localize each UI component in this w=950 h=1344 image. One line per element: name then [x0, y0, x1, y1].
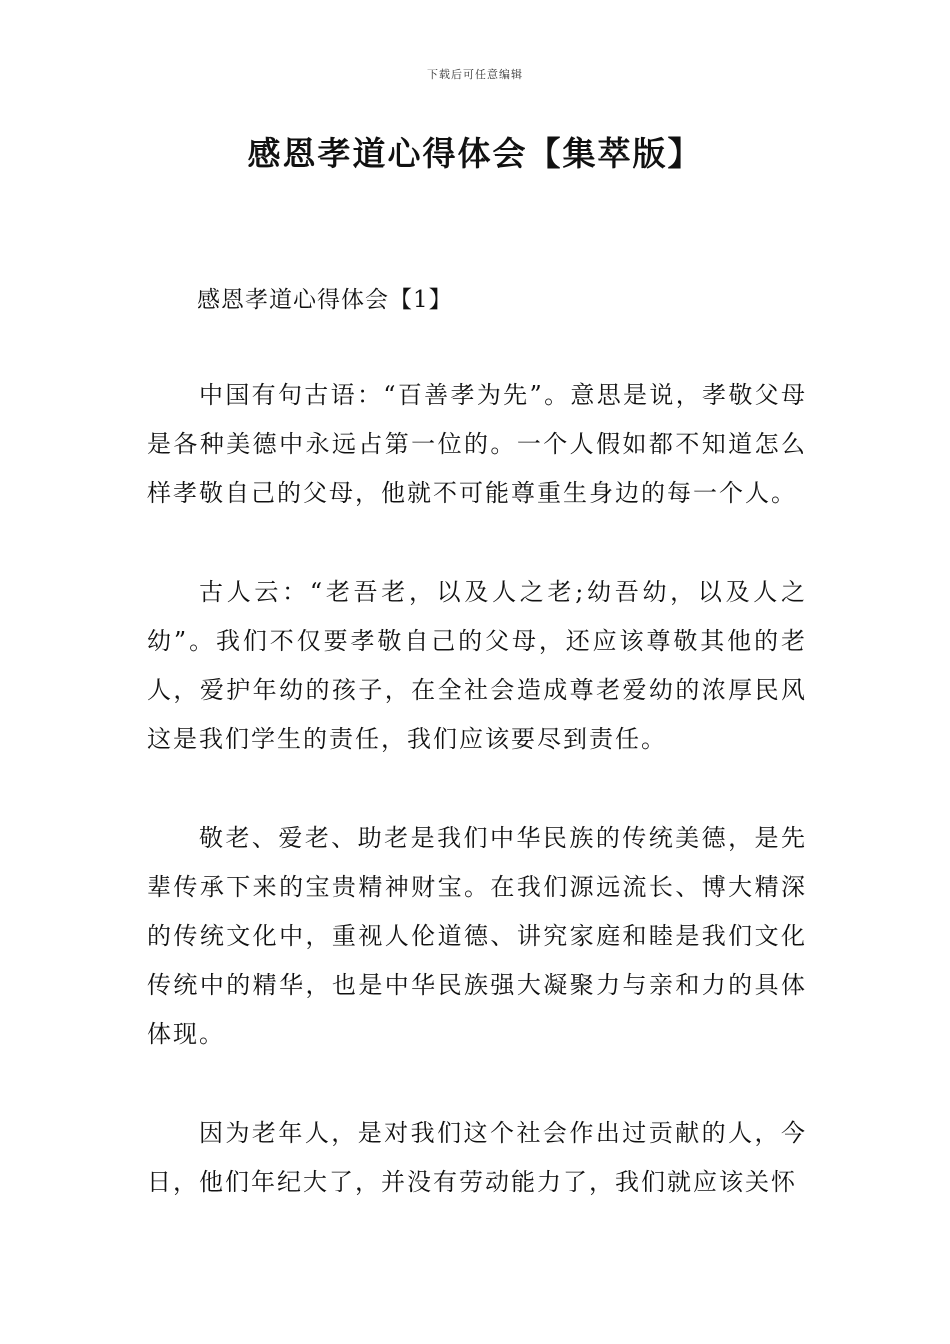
document-body	[147, 278, 807, 1257]
section-heading: 感恩孝道心得体会【1】	[197, 287, 453, 313]
header-note: 下载后可任意编辑	[427, 68, 523, 81]
paragraph-2: 古人云：“老吾老，以及人之老;幼吾幼，以及人之幼”。我们不仅要孝敬自己的父母，还应该尊敬其他的老人，爱护年幼的孩子，在全社会造成尊老爱幼的浓厚民风这是我们学生的责任，我们应该要尽到责任。	[147, 578, 807, 753]
paragraph-1: 中国有句古语：“百善孝为先”。意思是说，孝敬父母是各种美德中永远占第一位的。一个人假如都不知道怎么样孝敬自己的父母，他就不可能尊重生身边的每一个人。	[147, 381, 807, 507]
paragraph-3: 敬老、爱老、助老是我们中华民族的传统美德，是先辈传承下来的宝贵精神财宝。在我们源远流长、博大精深的传统文化中，重视人伦道德、讲究家庭和睦是我们文化传统中的精华，也是中华民族强大凝聚力与亲和力的具体体现。	[147, 824, 807, 1048]
document-title: 感恩孝道心得体会【集萃版】	[247, 134, 703, 173]
paragraph-4: 因为老年人，是对我们这个社会作出过贡献的人，今日，他们年纪大了，并没有劳动能力了，我们就应该关怀	[147, 1119, 807, 1196]
